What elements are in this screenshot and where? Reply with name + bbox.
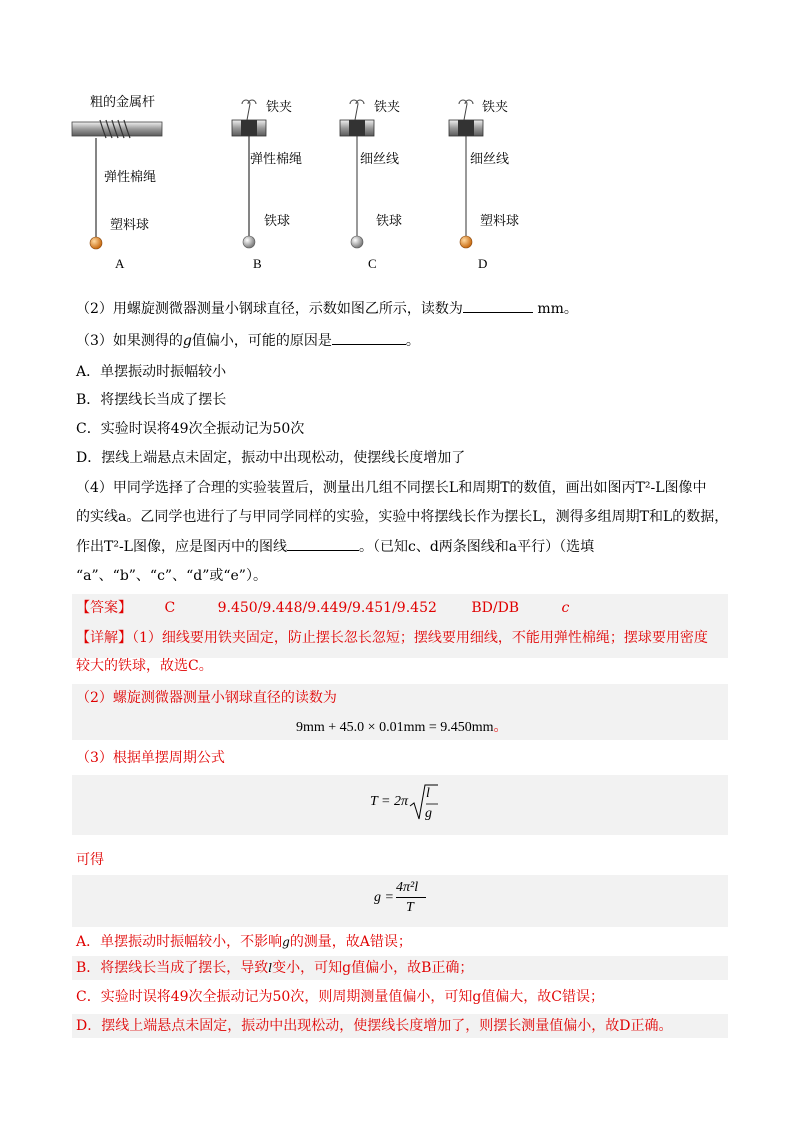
detail-p3: （3）根据单摆周期公式 [76, 750, 225, 766]
label-d-thread: 细丝线 [470, 152, 510, 167]
setup-c [340, 100, 374, 248]
label-b-ball: 铁球 [264, 214, 291, 229]
label-a-cord: 弹性棉绳 [104, 170, 157, 185]
q2-line: （2）用螺旋测微器测量小钢球直径，示数如图乙所示，读数为 mm。 [76, 298, 578, 319]
detail-p2: （2）螺旋测微器测量小钢球直径的读数为 [76, 690, 337, 706]
q4-line-2: 的实线a。乙同学也进行了与甲同学同样的实验，实验中将摆线长作为摆长L，测得多组周期T和L的数据， [76, 509, 729, 525]
q4-line-4: “a”、“b”、“c”、“d”或“e”）。 [76, 568, 267, 584]
detail-opt-b: B．将摆线长当成了摆长，导致l变小，可知g值偏小，故B正确； [76, 960, 474, 976]
label-d-clip: 铁夹 [482, 100, 509, 115]
q3-blank[interactable] [332, 330, 406, 345]
equation-g: g = 4π²l T [374, 878, 454, 922]
caption-c: C [368, 256, 377, 271]
answer-line [76, 598, 569, 618]
label-c-thread: 细丝线 [360, 152, 400, 167]
label-d-ball: 塑料球 [480, 214, 520, 229]
option-d: D．摆线上端悬点未固定，振动中出现松动，使摆线长度增加了 [76, 450, 466, 466]
caption-a: A [115, 256, 125, 271]
q2-blank[interactable] [463, 298, 533, 313]
q4-blank[interactable] [287, 536, 359, 551]
answer-2: 9.450/9.448/9.449/9.451/9.452 [217, 600, 437, 616]
label-c-clip: 铁夹 [374, 100, 401, 115]
caption-d: D [478, 256, 488, 271]
setup-d [449, 100, 483, 248]
detail-then: 可得 [76, 852, 104, 868]
answer-label: 【答案】 [76, 600, 132, 616]
apparatus-figure [60, 90, 540, 280]
answer-4: c [561, 600, 570, 616]
q4-line-1: （4）甲同学选择了合理的实验装置后，测量出几组不同摆长L和周期T的数值，画出如图丙T²-L图像中 [76, 480, 707, 496]
q4-line-3: 作出T²-L图像，应是图丙中的图线 。（已知c、d两条图线和a平行）（选填 [76, 536, 594, 557]
detail-p1b: 较大的铁球，故选C。 [76, 658, 213, 674]
option-b: B．将摆线长当成了摆长 [76, 392, 227, 408]
detail-opt-d: D．摆线上端悬点未固定，振动中出现松动，使摆线长度增加了，则摆长测量值偏小，故D正确。 [76, 1018, 673, 1034]
setup-b [232, 100, 266, 248]
option-a: A．单摆振动时振幅较小 [76, 364, 227, 380]
answer-3: BD/DB [471, 600, 520, 616]
detail-opt-c: C．实验时误将49次全振动记为50次，则周期测量值偏小，可知g值偏大，故C错误； [76, 989, 605, 1005]
answer-1: C [164, 600, 176, 616]
label-b-clip: 铁夹 [266, 100, 293, 115]
detail-label: 【详解】 [76, 630, 132, 646]
equation-reading: 9mm + 45.0 × 0.01mm = 9.450mm。 [296, 720, 508, 735]
label-c-ball: 铁球 [376, 214, 403, 229]
detail-p1a: 【详解】（1）细线要用铁夹固定，防止摆长忽长忽短；摆线要用细线，不能用弹性棉绳；摆球要用密度 [76, 630, 708, 646]
label-a-ball: 塑料球 [110, 218, 150, 233]
label-a-rod: 粗的金属杆 [90, 95, 156, 110]
q3-line: （3）如果测得的g值偏小，可能的原因是 。 [76, 330, 420, 351]
label-b-cord: 弹性棉绳 [250, 152, 303, 167]
option-c: C．实验时误将49次全振动记为50次 [76, 421, 305, 437]
caption-b: B [253, 256, 262, 271]
detail-opt-a: A．单摆振动时振幅较小，不影响g的测量，故A错误； [76, 934, 412, 950]
equation-period: T = 2π l g [370, 782, 450, 826]
